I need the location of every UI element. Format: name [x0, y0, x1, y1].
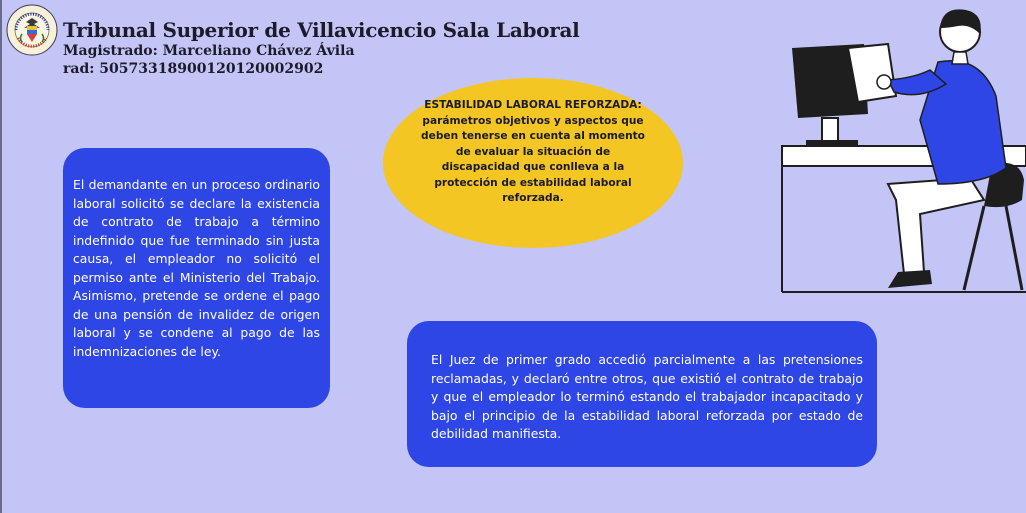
topic-body: parámetros objetivos y aspectos que deben tenerse en cuenta al momento de evaluar la situación de discapacidad que conlleva a la protección de estabilidad laboral reforzada. — [421, 114, 645, 204]
radicado-number: rad: 50573318900120120002902 — [63, 61, 324, 77]
magistrate-name: Magistrado: Marceliano Chávez Ávila — [63, 43, 355, 59]
ruling-summary-text: El Juez de primer grado accedió parcialmente a las pretensiones reclamadas, y declaró entre otros, que existió el contrato de trabajo y que el empleador lo terminó estando el trabajador incapacitado y bajo el principio de la estabilidad laboral reforzada por estado de debilidad manifiesta. — [431, 352, 863, 441]
claim-summary-text: El demandante en un proceso ordinario laboral solicitó se declare la existencia de contrato de trabajo a término indefinido que fue terminado sin justa causa, el empleador no solicitó el permiso ante el Ministerio del Trabajo. Asimismo, pretende se ordene el pago de una pensión de invalidez de origen laboral y se condene al pago de las indemnizaciones de ley. — [73, 177, 320, 359]
topic-oval — [383, 78, 683, 248]
court-title: Tribunal Superior de Villavicencio Sala Laboral — [63, 18, 580, 42]
ruling-summary-box — [407, 321, 877, 467]
claim-summary-box — [63, 148, 330, 408]
topic-heading: ESTABILIDAD LABORAL REFORZADA: — [424, 99, 642, 111]
person-at-computer-icon — [770, 0, 1026, 300]
coat-of-arms-seal-icon — [6, 4, 58, 56]
header — [63, 18, 579, 78]
